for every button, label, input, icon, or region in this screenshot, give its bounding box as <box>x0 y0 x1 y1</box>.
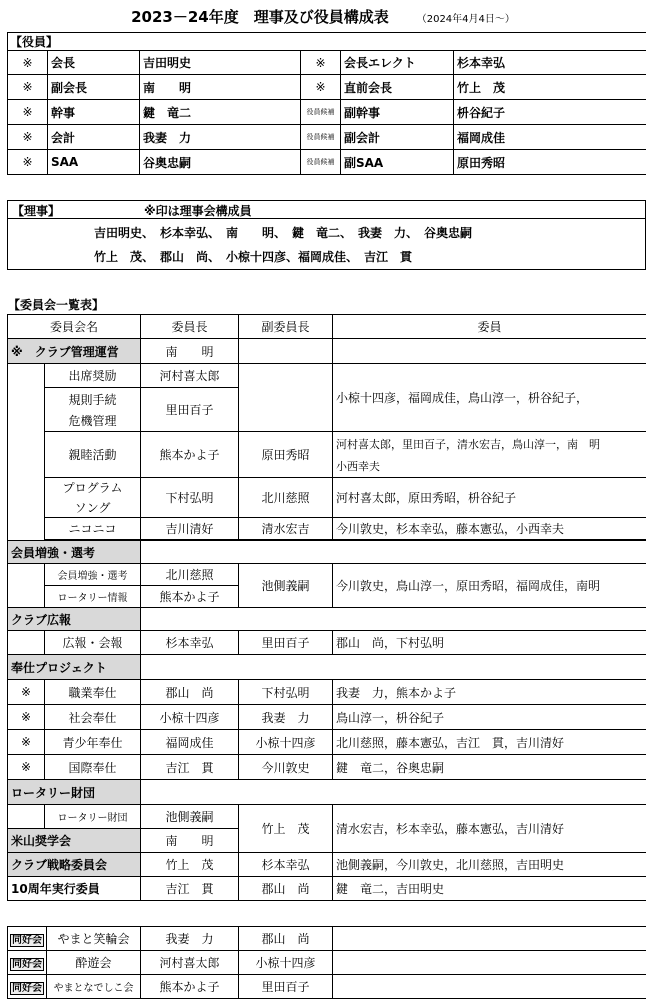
officer-name: 福岡成佳 <box>454 125 646 150</box>
col-members-header: 委員 <box>333 315 646 339</box>
col-name-header: 委員会名 <box>8 315 141 339</box>
officer-mark: ※ <box>301 51 341 75</box>
table-row <box>8 655 646 680</box>
pr-sub-vice: 里田百子 <box>239 631 333 655</box>
club-members <box>333 975 646 999</box>
program-name <box>45 478 141 518</box>
community-chair: 小椋十四彦 <box>141 705 239 730</box>
col-vice-header: 副委員長 <box>239 315 333 339</box>
col-chair-header: 委員長 <box>141 315 239 339</box>
officer-name: 枡谷紀子 <box>454 100 646 125</box>
community-members: 鳥山淳一，枡谷紀子 <box>333 705 646 730</box>
officer-row <box>8 75 646 100</box>
table-row <box>8 364 646 388</box>
youth-mark: ※ <box>8 730 45 755</box>
pr-sub-chair: 杉本幸弘 <box>141 631 239 655</box>
indent-cell <box>8 364 45 541</box>
rotary-info-chair: 熊本かよ子 <box>141 586 239 608</box>
service-empty <box>141 655 646 680</box>
program-members: 河村喜太郎，原田秀昭，枡谷紀子 <box>333 478 646 518</box>
club-name: やまと笑輪会 <box>47 927 141 951</box>
service-name: 奉仕プロジェクト <box>8 655 141 680</box>
table-row <box>8 853 646 877</box>
table-header-row <box>8 315 646 339</box>
youth-name: 青少年奉仕 <box>45 730 141 755</box>
program-vice: 北川慈照 <box>239 478 333 518</box>
strategy-vice: 杉本幸弘 <box>239 853 333 877</box>
fellowship-chair: 熊本かよ子 <box>141 432 239 478</box>
club-chair: 我妻 力 <box>141 927 239 951</box>
table-row <box>8 755 646 780</box>
group-members: 小椋十四彦，福岡成佳，鳥山淳一，枡谷紀子， <box>333 364 646 432</box>
officer-role: 副会計 <box>341 125 454 150</box>
tenth-chair: 吉江 貫 <box>141 877 239 901</box>
program-name-2: ソング <box>74 501 111 515</box>
mem-select-name: 会員増強・選考 <box>45 564 141 586</box>
directors-box <box>7 200 646 270</box>
fellowship-name: 親睦活動 <box>45 432 141 478</box>
fellowship-vice: 原田秀昭 <box>239 432 333 478</box>
table-row <box>8 541 646 564</box>
officers-header: 【役員】 <box>8 33 646 51</box>
vocational-mark: ※ <box>8 680 45 705</box>
nikoniko-vice: 清水宏吉 <box>239 518 333 540</box>
officer-name: 南 明 <box>140 75 301 100</box>
yoneyama-name: 米山奨学会 <box>8 829 141 853</box>
officer-name: 谷奥忠嗣 <box>140 150 301 175</box>
foundation-vice: 竹上 茂 <box>239 805 333 853</box>
committees-header: 【委員会一覧表】 <box>8 298 105 312</box>
foundation-name: ロータリー財団 <box>8 780 141 805</box>
membership-vice: 池側義嗣 <box>239 564 333 608</box>
officer-mark: ※ <box>8 125 48 150</box>
officer-name: 杉本幸弘 <box>454 51 646 75</box>
rules-name-2: 危機管理 <box>68 413 117 428</box>
directors-header-row <box>8 201 645 219</box>
club-tag-cell <box>8 975 47 999</box>
indent-cell <box>8 805 45 829</box>
club-tag-cell <box>8 951 47 975</box>
tenth-vice: 郡山 尚 <box>239 877 333 901</box>
club-admin-name <box>8 339 141 364</box>
vocational-vice: 下村弘明 <box>239 680 333 705</box>
officer-row <box>8 51 646 75</box>
table-row <box>8 631 646 655</box>
attend-vice <box>239 364 333 432</box>
strategy-members: 池側義嗣，今川敦史，北川慈照，吉田明史 <box>333 853 646 877</box>
foundation-sub-chair: 池側義嗣 <box>141 805 239 829</box>
officer-name: 我妻 力 <box>140 125 301 150</box>
officer-mark: ※ <box>301 75 341 100</box>
officer-mark: ※ <box>8 100 48 125</box>
membership-name: 会員増強・選考 <box>8 541 141 564</box>
fellowship-members <box>333 432 646 478</box>
indent-cell <box>8 564 45 608</box>
club-vice: 里田百子 <box>239 975 333 999</box>
program-chair: 下村弘明 <box>141 478 239 518</box>
youth-members: 北川慈照，藤本憲弘，吉江 貫，吉川清好 <box>333 730 646 755</box>
mem-select-chair: 北川慈照 <box>141 564 239 586</box>
officer-name: 原田秀昭 <box>454 150 646 175</box>
officer-mark: 役員候補 <box>301 125 341 150</box>
officer-mark: 役員候補 <box>301 150 341 175</box>
table-row <box>8 951 646 975</box>
officer-name: 鍵 竜二 <box>140 100 301 125</box>
directors-line-2: 竹上 茂、 郡山 尚、 小椋十四彦、福岡成佳、 吉江 貫 <box>94 250 413 264</box>
table-row <box>8 478 646 518</box>
tenth-name: 10周年実行委員 <box>8 877 141 901</box>
table-row <box>8 805 646 829</box>
nikoniko-name: ニコニコ <box>45 518 141 540</box>
club-members <box>333 951 646 975</box>
club-vice: 小椋十四彦 <box>239 951 333 975</box>
pr-sub-members: 郡山 尚，下村弘明 <box>333 631 646 655</box>
strategy-name: クラブ戦略委員会 <box>8 853 141 877</box>
club-tag: 同好会 <box>12 959 42 970</box>
foundation-members: 清水宏吉，杉本幸弘，藤本憲弘，吉川清好 <box>333 805 646 853</box>
club-admin-chair: 南 明 <box>141 339 239 364</box>
fellowship-members-1: 河村喜太郎，里田百子，清水宏吉，鳥山淳一，南 明 <box>336 437 601 451</box>
youth-chair: 福岡成佳 <box>141 730 239 755</box>
vocational-name: 職業奉仕 <box>45 680 141 705</box>
table-row <box>8 432 646 478</box>
nikoniko-chair: 吉川清好 <box>141 518 239 540</box>
strategy-chair: 竹上 茂 <box>141 853 239 877</box>
foundation-empty <box>141 780 646 805</box>
membership-empty <box>141 541 646 564</box>
indent-cell <box>8 631 45 655</box>
attend-name: 出席奨励 <box>45 364 141 388</box>
committees-table <box>7 314 646 901</box>
table-row <box>8 608 646 631</box>
rotary-info-name: ロータリー情報 <box>45 586 141 608</box>
foundation-sub-name: ロータリー財団 <box>45 805 141 829</box>
rules-name <box>45 388 141 432</box>
table-row <box>8 680 646 705</box>
officer-role: 会計 <box>48 125 140 150</box>
officer-role: 会長エレクト <box>341 51 454 75</box>
club-admin-members <box>333 339 646 364</box>
clubs-table <box>7 926 646 999</box>
club-tag: 同好会 <box>12 935 42 946</box>
officer-row <box>8 150 646 175</box>
club-admin-vice <box>239 339 333 364</box>
attend-chair: 河村喜太郎 <box>141 364 239 388</box>
officer-role: 幹事 <box>48 100 140 125</box>
directors-note: ※印は理事会構成員 <box>144 204 252 218</box>
directors-line-1: 吉田明史、 杉本幸弘、 南 明、 鍵 竜二、 我妻 力、 谷奥忠嗣 <box>94 226 473 240</box>
pr-sub-name: 広報・会報 <box>45 631 141 655</box>
table-row <box>8 927 646 951</box>
vocational-chair: 郡山 尚 <box>141 680 239 705</box>
officer-mark: ※ <box>8 51 48 75</box>
officer-mark: ※ <box>8 75 48 100</box>
community-mark: ※ <box>8 705 45 730</box>
officer-name: 竹上 茂 <box>454 75 646 100</box>
club-admin-label: クラブ管理運営 <box>34 344 119 359</box>
vocational-members: 我妻 力，熊本かよ子 <box>333 680 646 705</box>
club-chair: 熊本かよ子 <box>141 975 239 999</box>
table-row <box>8 564 646 586</box>
intl-members: 鍵 竜二，谷奥忠嗣 <box>333 755 646 780</box>
membership-members: 今川敦史，鳥山淳一，原田秀昭，福岡成佳，南明 <box>333 564 646 608</box>
table-row <box>8 730 646 755</box>
officer-role: 副会長 <box>48 75 140 100</box>
title-text: 2023－24年度 理事及び役員構成表 <box>131 8 389 26</box>
officer-role: 副幹事 <box>341 100 454 125</box>
community-vice: 我妻 力 <box>239 705 333 730</box>
yoneyama-chair: 南 明 <box>141 829 239 853</box>
officer-mark: 役員候補 <box>301 100 341 125</box>
officer-role: 直前会長 <box>341 75 454 100</box>
officer-role: 副SAA <box>341 150 454 175</box>
nikoniko-members: 今川敦史，杉本幸弘，藤本憲弘，小西幸夫 <box>333 518 646 540</box>
intl-vice: 今川敦史 <box>239 755 333 780</box>
intl-name: 国際奉仕 <box>45 755 141 780</box>
officer-role: SAA <box>48 150 140 175</box>
pr-name: クラブ広報 <box>8 608 141 631</box>
fellowship-members-2: 小西幸夫 <box>336 459 381 473</box>
intl-chair: 吉江 貫 <box>141 755 239 780</box>
club-vice: 郡山 尚 <box>239 927 333 951</box>
table-row <box>8 518 646 540</box>
club-tag: 同好会 <box>12 983 42 994</box>
officer-mark: ※ <box>8 150 48 175</box>
table-row <box>8 975 646 999</box>
rules-name-1: 規則手続 <box>68 392 117 407</box>
officers-table <box>7 32 646 175</box>
rules-chair: 里田百子 <box>141 388 239 432</box>
page-title <box>0 6 646 27</box>
club-tag-cell <box>8 927 47 951</box>
community-name: 社会奉仕 <box>45 705 141 730</box>
intl-mark: ※ <box>8 755 45 780</box>
tenth-members: 鍵 竜二，吉田明史 <box>333 877 646 901</box>
table-row <box>8 780 646 805</box>
club-chair: 河村喜太郎 <box>141 951 239 975</box>
club-admin-mark: ※ <box>11 344 23 359</box>
program-name-1: プログラム <box>62 481 123 495</box>
club-members <box>333 927 646 951</box>
officer-role: 会長 <box>48 51 140 75</box>
youth-vice: 小椋十四彦 <box>239 730 333 755</box>
officer-row <box>8 125 646 150</box>
officer-name: 吉田明史 <box>140 51 301 75</box>
table-row <box>8 339 646 364</box>
table-row <box>8 877 646 901</box>
title-date: （2024年4月4日～） <box>416 14 515 25</box>
club-name: 酔遊会 <box>47 951 141 975</box>
officer-row <box>8 100 646 125</box>
directors-header: 【理事】 <box>12 204 61 218</box>
club-name: やまとなでしこ会 <box>47 975 141 999</box>
pr-empty <box>141 608 646 631</box>
table-row <box>8 705 646 730</box>
